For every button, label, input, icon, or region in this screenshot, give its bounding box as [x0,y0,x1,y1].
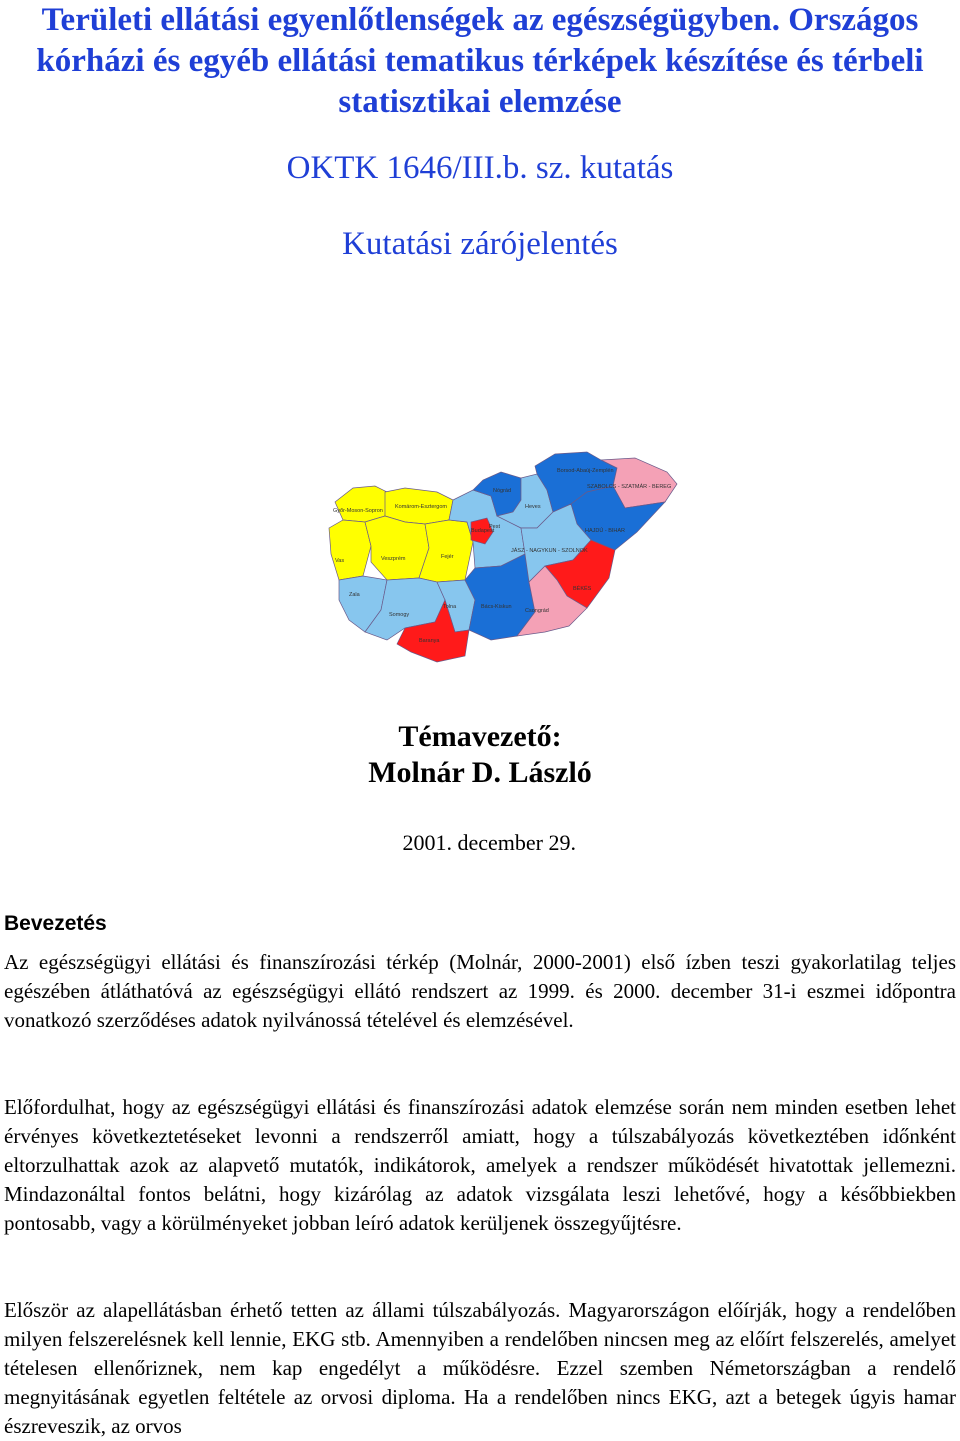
leader-role: Témavezető: [398,720,562,753]
county-veszprem [365,516,429,580]
report-type: Kutatási zárójelentés [342,226,618,262]
paragraph: Előfordulhat, hogy az egészségügyi ellátási és finanszírozási adatok elemzése során nem minden esetben lehet érvényes következtetéseket levonni a rendszerről amiatt, hogy a túlszabályozás következtében időnként eltorzulhattak azok az alapvető mutatók, indikátorok, amelyek a rendszer működését hivatottak jellemezni. Mindazonáltal fontos belátni, hogy kizárólag az adatok vizsgálata leszi lehetővé, hogy a későbbiekben pontosabb, vagy a körülményeket jobban leíró adatok kerüljenek összegyűjtésre. [4,1095,956,1235]
map-label: Csongrád [525,608,549,614]
report-title [0,0,960,123]
map-label: Győr-Moson-Sopron [333,508,383,514]
map-label: JÁSZ - NAGYKUN - SZOLNOK [511,548,588,554]
county-gyor-moson-sopron [335,486,387,522]
map-label: SZABOLCS - SZATMÁR - BEREG [587,484,672,490]
title-line: statisztikai elemzése [338,84,622,120]
map-label: Bács-Kiskun [481,604,512,610]
map-label: Baranya [419,638,440,644]
hungary-county-map [325,450,685,670]
map-label: Heves [525,504,541,510]
map-label: Komárom-Esztergom [395,504,447,510]
map-label: Pest [489,524,501,530]
title-line: kórházi és egyéb ellátási tematikus térképek készítése és térbeli [36,43,924,79]
map-label: Budapest [471,528,495,534]
map-label: Vas [335,558,345,564]
map-label: HAJDÚ - BIHAR [585,528,626,534]
map-label: Tolna [443,604,457,610]
paragraph: Az egészségügyi ellátási és finanszírozási térkép (Molnár, 2000-2001) első ízben teszi gyakorlatilag teljes egészében átláthatóvá az egészségügyi ellátó rendszert az 1999. és 2000. december 31-i eszmei időpontra vonatkozó szerződéses adatok nyilvánossá tételével és elemzésével. [4,950,956,1032]
map-label: Veszprém [381,556,406,562]
map-label: BÉKÉS [573,586,592,592]
section-heading: Bevezetés [4,912,107,935]
map-label: Borsod-Abaúj-Zemplén [557,468,614,474]
map-label: Nógrád [493,488,512,494]
leader-name: Molnár D. László [368,756,592,789]
project-code: OKTK 1646/III.b. sz. kutatás [286,150,674,186]
report-date: 2001. december 29. [402,830,576,855]
map-label: Somogy [389,612,410,618]
map-label: Fejér [441,554,454,560]
paragraph: Először az alapellátásban érhető tetten az állami túlszabályozás. Magyarországon előírják, hogy a rendelőben milyen felszerelésnek kell lennie, EKG stb. Amennyiben a rendelőben nincsen meg az előírt felszerelés, amelyet tételesen ellenőriznek, nem kap engedélyt a működésre. Ezzel szemben Németországban a rendelő megnyitásának egyetlen feltétele az orvosi diploma. Ha a rendelőben nincs EKG, azt a betegek úgyis hamar észreveszik, az orvos [4,1298,956,1438]
map-label: Zala [349,592,360,598]
title-line: Területi ellátási egyenlőtlenségek az egészségügyben. Országos [41,2,919,38]
county-vas [329,520,371,580]
